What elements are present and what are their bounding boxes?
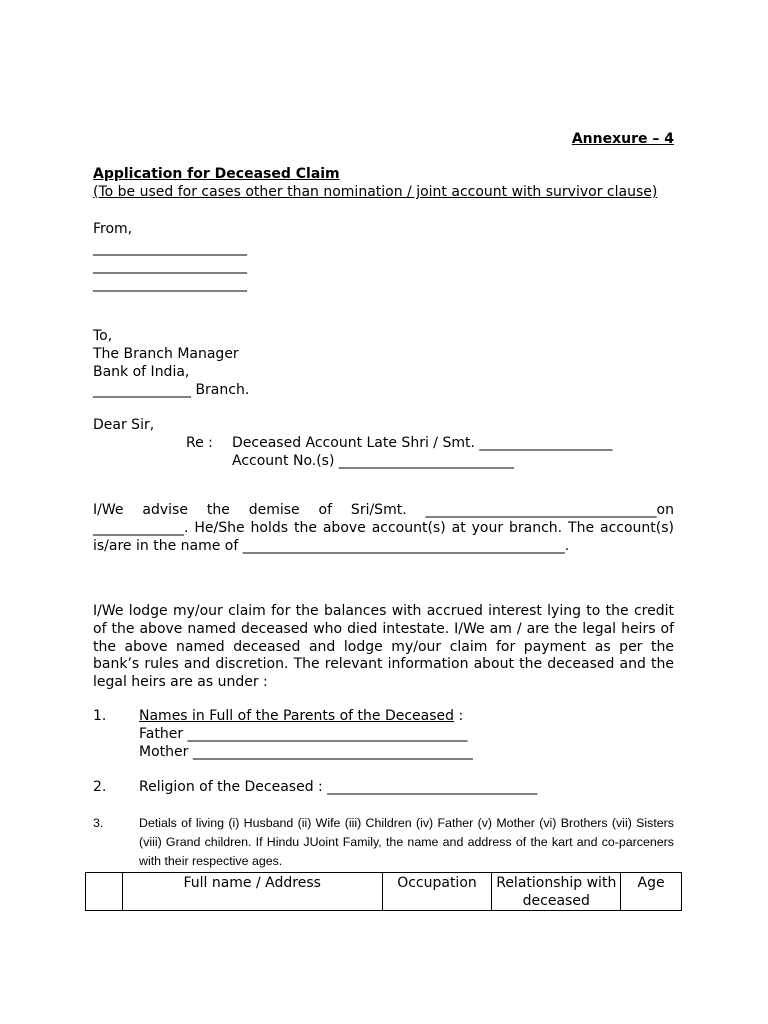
bank-name: Bank of India, [93, 364, 190, 380]
serial-header [86, 873, 123, 911]
from-line-3: ______________________ [93, 276, 247, 292]
item-1-heading [139, 707, 463, 725]
item-1-number: 1. [93, 708, 107, 724]
item-2-number: 2. [93, 779, 107, 795]
age-header: Age [621, 873, 682, 911]
salutation: Dear Sir, [93, 417, 155, 433]
item-3-number: 3. [93, 816, 104, 830]
demise-paragraph: I/We advise the demise of Sri/Smt. _________________________________on _____________. He/She holds the above account(s) at your branch. The account(s) is/are in the name of ______________________________________________. [93, 502, 674, 554]
full-name-header: Full name / Address [122, 873, 382, 911]
claim-paragraph: I/We lodge my/our claim for the balances with accrued interest lying to the credit of the above named deceased who died intestate. I/We am / are the legal heirs of the above named deceased and lodge my/our claim for payment as per the bank’s rules and discretion. The relevant information about the deceased and the legal heirs are as under : [93, 603, 674, 691]
father-line: Father ________________________________________ [139, 726, 468, 742]
parents-heading: Names in Full of the Parents of the Deceased [139, 708, 455, 724]
to-label: To, [93, 328, 113, 344]
from-line-2: ______________________ [93, 258, 247, 274]
from-label: From, [93, 221, 133, 237]
religion-line: Religion of the Deceased : ______________________________ [139, 779, 538, 795]
relationship-header: Relationship with deceased [492, 873, 621, 911]
re-label: Re : [186, 435, 213, 451]
living-heirs-details: Detials of living (i) Husband (ii) Wife (iii) Children (iv) Father (v) Mother (vi) Brothers (vii) Sisters (viii) Grand children. If Hindu JUoint Family, the name and address of the kart and co-parceners with their respective ages. [139, 816, 674, 868]
document-subtitle: (To be used for cases other than nomination / joint account with survivor clause) [93, 184, 658, 200]
re-account-number: Account No.(s) _________________________ [232, 453, 514, 469]
parents-heading-colon: : [454, 708, 464, 724]
branch-line: ______________ Branch. [93, 382, 250, 398]
mother-line: Mother ________________________________________ [139, 744, 473, 760]
document-title: Application for Deceased Claim [93, 166, 340, 182]
legal-heirs-table [85, 872, 682, 911]
from-line-1: ______________________ [93, 240, 247, 256]
re-deceased-account: Deceased Account Late Shri / Smt. ___________________ [232, 435, 613, 451]
occupation-header: Occupation [382, 873, 492, 911]
table-header-row [86, 873, 682, 911]
branch-manager: The Branch Manager [93, 346, 239, 362]
annexure-label: Annexure – 4 [571, 131, 674, 147]
